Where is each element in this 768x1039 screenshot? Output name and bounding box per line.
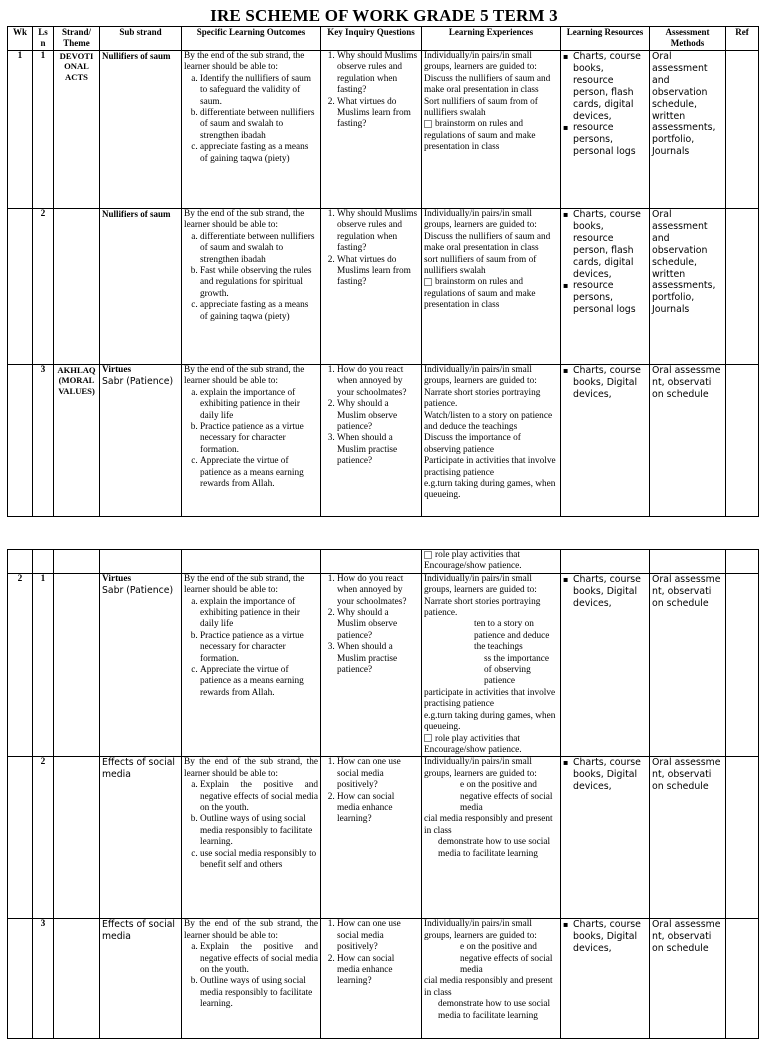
lesson-cell: 3 <box>33 365 54 517</box>
le-line: brainstorm on rules and regulations of saum and make presentation in class <box>424 277 536 311</box>
carry-over-row <box>8 550 759 574</box>
slo-intro: By the end of the sub strand, the learner should be able to: <box>184 757 318 779</box>
kiq-item: 1. Why should Muslims observe rules and regulation when fasting? <box>337 51 419 97</box>
slo-cell <box>182 51 321 209</box>
ref-cell <box>726 365 759 517</box>
slo-intro: By the end of the sub strand, the learner should be able to: <box>184 51 305 73</box>
lesson-cell: 3 <box>33 919 54 1039</box>
assessment-cell: Oral assessme nt, observati on schedule <box>650 919 726 1039</box>
resources-cell <box>561 51 650 209</box>
le-line: Individually/in pairs/in small groups, learners are guided to: <box>424 919 537 941</box>
sub-strand-topic: Sabr (Patience) <box>102 376 174 388</box>
slo-cell <box>182 919 321 1039</box>
kiq-item: 3. When should a Muslim practise patience? <box>337 433 419 467</box>
header-learning-experiences: Learning Experiences <box>422 27 561 51</box>
sub-strand-cell <box>100 573 182 757</box>
le-line: sort nullifiers of saum from of nullifiers swalah <box>424 254 537 277</box>
ref-cell <box>726 919 759 1039</box>
header-wk: Wk <box>8 27 33 51</box>
sub-strand-topic: Sabr (Patience) <box>102 585 174 597</box>
le-line: role play activities that Encourage/show patience. <box>424 733 522 755</box>
kiq-cell <box>321 757 422 919</box>
sub-strand-topic: Effects of social media <box>102 919 175 942</box>
checkbox-icon <box>424 734 432 742</box>
le-line: cial media responsibly and present in class <box>424 976 553 998</box>
slo-intro: By the end of the sub strand, the learner should be able to: <box>184 365 305 387</box>
kiq-item: 1. How do you react when annoyed by your schoolmates? <box>337 365 419 399</box>
table-row <box>8 573 759 757</box>
assessment-cell: Oral assessme nt, observati on schedule <box>650 757 726 919</box>
le-line: Individually/in pairs/in small groups, learners are guided to: <box>424 573 537 596</box>
sub-strand-cell <box>100 919 182 1039</box>
le-line: demonstrate how to use social media to facilitate learning <box>438 837 551 859</box>
assessment-cell: Oral assessment and observation schedule, written assessments, portfolio, Journals <box>650 209 726 365</box>
le-line: Individually/in pairs/in small groups, learners are guided to: <box>424 51 537 73</box>
le-line: Discuss the importance of observing patience <box>424 433 521 455</box>
resource-item: ▪ Charts, course books, Digital devices, <box>573 919 647 955</box>
kiq-cell <box>321 209 422 365</box>
slo-item: c. Appreciate the virtue of patience as a means earning rewards from Allah. <box>200 456 318 490</box>
le-line: Sort nullifiers of saum from of nullifiers swalah <box>424 96 538 119</box>
ref-cell <box>726 51 759 209</box>
sub-strand-title: Virtues <box>102 365 132 375</box>
kiq-cell <box>321 573 422 757</box>
le-line: Individually/in pairs/in small groups, learners are guided to: <box>424 757 537 779</box>
assessment-cell: Oral assessment and observation schedule, written assessments, portfolio, Journals <box>650 51 726 209</box>
kiq-cell <box>321 365 422 517</box>
assessment-cell: Oral assessme nt, observati on schedule <box>650 573 726 757</box>
learning-experiences-cell <box>422 919 561 1039</box>
resource-item: ▪ resource persons, personal logs <box>573 280 647 316</box>
week-cell <box>8 365 33 517</box>
slo-item: b. differentiate between nullifiers of saum and swalah to strengthen ibadah <box>200 108 318 142</box>
strand-cell: DEVOTI ONAL ACTS <box>54 51 100 209</box>
scheme-table-part-1 <box>7 26 759 517</box>
le-line: Watch/listen to a story on patience and deduce the teachings <box>424 410 553 433</box>
le-line: e.g.turn taking during games, when queueing. <box>424 710 556 733</box>
ref-cell <box>726 573 759 757</box>
week-cell <box>8 757 33 919</box>
kiq-cell <box>321 51 422 209</box>
slo-item: a. Explain the positive and negative effects of social media on the youth. <box>200 942 318 976</box>
resources-cell <box>561 757 650 919</box>
strand-cell: AKHLAQ (MORAL VALUES) <box>54 365 100 517</box>
kiq-item: 2. Why should a Muslim observe patience? <box>337 399 419 433</box>
slo-cell <box>182 573 321 757</box>
kiq-item: 3. When should a Muslim practise patience? <box>337 642 419 676</box>
le-line: e.g.turn taking during games, when queueing. <box>424 479 556 501</box>
slo-item: b. Practice patience as a virtue necessary for character formation. <box>200 422 318 456</box>
resource-item: ▪ Charts, course books, Digital devices, <box>573 757 647 793</box>
slo-cell <box>182 757 321 919</box>
le-line: participate in activities that involve practising patience <box>424 687 556 710</box>
le-line: Narrate short stories portraying patience. <box>424 596 541 619</box>
slo-item: c. use social media responsibly to benefit self and others <box>200 849 318 872</box>
ref-cell <box>726 209 759 365</box>
strand-cell <box>54 209 100 365</box>
week-cell <box>8 919 33 1039</box>
learning-experiences-cell <box>422 573 561 757</box>
lesson-cell: 1 <box>33 51 54 209</box>
table-row <box>8 209 759 365</box>
learning-experiences-cell <box>422 209 561 365</box>
slo-item: a. Explain the positive and negative effects of social media on the youth. <box>200 780 318 814</box>
header-strand: Strand/ Theme <box>54 27 100 51</box>
learning-experiences-cell <box>422 365 561 517</box>
slo-item: a. Identify the nullifiers of saum to safeguard the validity of saum. <box>200 74 318 108</box>
week-cell: 2 <box>8 573 33 757</box>
resource-item: ▪ Charts, course books, resource person, flash cards, digital devices, <box>573 51 647 122</box>
resource-item: ▪ Charts, course books, Digital devices, <box>573 574 647 610</box>
table-row <box>8 365 759 517</box>
table-row <box>8 757 759 919</box>
document-title: IRE SCHEME OF WORK GRADE 5 TERM 3 <box>210 6 558 25</box>
le-line: demonstrate how to use social media to facilitate learning <box>438 999 551 1021</box>
lesson-cell: 2 <box>33 757 54 919</box>
slo-intro: By the end of the sub strand, the learner should be able to: <box>184 209 305 231</box>
kiq-item: 2. How can social media enhance learning? <box>337 954 419 988</box>
header-kiq: Key Inquiry Questions <box>321 27 422 51</box>
slo-item: a. explain the importance of exhibiting patience in their daily life <box>200 388 318 422</box>
slo-item: a. explain the importance of exhibiting patience in their daily life <box>200 597 318 631</box>
kiq-item: 2. What virtues do Muslims learn from fasting? <box>337 97 419 131</box>
kiq-item: 1. Why should Muslims observe rules and regulation when fasting? <box>337 209 419 255</box>
le-line: Individually/in pairs/in small groups, learners are guided to: <box>424 209 537 231</box>
sub-strand-title: Virtues <box>102 573 132 584</box>
le-line: ten to a story on patience and deduce the teachings <box>474 619 550 653</box>
slo-item: c. Appreciate the virtue of patience as a means earning rewards from Allah. <box>200 665 318 699</box>
le-line: brainstorm on rules and regulations of saum and make presentation in class <box>424 119 536 153</box>
week-cell <box>8 209 33 365</box>
slo-item: b. Outline ways of using social media responsibly to facilitate learning. <box>200 976 318 1010</box>
table-row <box>8 919 759 1039</box>
checkbox-icon <box>424 278 432 286</box>
assessment-cell: Oral assessme nt, observati on schedule <box>650 365 726 517</box>
ref-cell <box>726 757 759 919</box>
resources-cell <box>561 209 650 365</box>
resource-item: ▪ resource persons, personal logs <box>573 122 647 158</box>
scheme-table-part-2 <box>7 549 759 1039</box>
le-line: role play activities that Encourage/show patience. <box>424 550 522 572</box>
kiq-item: 1. How do you react when annoyed by your schoolmates? <box>337 574 419 608</box>
header-lsn: Ls n <box>33 27 54 51</box>
resource-item: ▪ Charts, course books, Digital devices, <box>573 365 647 401</box>
header-ref: Ref <box>726 27 759 51</box>
slo-item: b. Fast while observing the rules and regulations for spiritual growth. <box>200 266 318 300</box>
header-row <box>8 27 759 51</box>
strand-cell <box>54 757 100 919</box>
resources-cell <box>561 573 650 757</box>
le-line: Narrate short stories portraying patience. <box>424 387 541 410</box>
kiq-item: 1. How can one use social media positively? <box>337 757 419 791</box>
sub-strand-cell <box>100 365 182 517</box>
le-line: e on the positive and negative effects of social media <box>460 942 553 975</box>
le-line: ss the importance of observing patience <box>484 653 550 687</box>
resources-cell <box>561 365 650 517</box>
header-assessment: Assessment Methods <box>650 27 726 51</box>
sub-strand-topic: Effects of social media <box>102 757 175 780</box>
strand-cell <box>54 573 100 757</box>
slo-intro: By the end of the sub strand, the learner should be able to: <box>184 919 318 941</box>
kiq-item: 2. What virtues do Muslims learn from fasting? <box>337 255 419 289</box>
week-cell: 1 <box>8 51 33 209</box>
lesson-cell: 1 <box>33 573 54 757</box>
slo-cell <box>182 209 321 365</box>
slo-cell <box>182 365 321 517</box>
header-resources: Learning Resources <box>561 27 650 51</box>
le-line: Discuss the nullifiers of saum and make oral presentation in class <box>424 73 551 96</box>
slo-item: b. Practice patience as a virtue necessary for character formation. <box>200 631 318 665</box>
slo-item: c. appreciate fasting as a means of gaining taqwa (piety) <box>200 142 318 165</box>
slo-intro: By the end of the sub strand, the learner should be able to: <box>184 573 305 596</box>
slo-item: a. differentiate between nullifiers of saum and swalah to strengthen ibadah <box>200 232 318 266</box>
le-line: Discuss the nullifiers of saum and make oral presentation in class <box>424 231 551 254</box>
learning-experiences-cell <box>422 757 561 919</box>
learning-experiences-cell <box>422 550 561 574</box>
sub-strand-cell <box>100 757 182 919</box>
header-sub-strand: Sub strand <box>100 27 182 51</box>
le-line: e on the positive and negative effects of social media <box>460 780 553 813</box>
slo-item: c. appreciate fasting as a means of gaining taqwa (piety) <box>200 300 318 323</box>
header-slo: Specific Learning Outcomes <box>182 27 321 51</box>
sub-strand-cell: Nullifiers of saum <box>100 209 182 365</box>
kiq-cell <box>321 919 422 1039</box>
le-line: cial media responsibly and present in class <box>424 814 553 836</box>
slo-item: b. Outline ways of using social media responsibly to facilitate learning. <box>200 814 318 848</box>
sub-strand-cell: Nullifiers of saum <box>100 51 182 209</box>
kiq-item: 1. How can one use social media positively? <box>337 919 419 953</box>
resources-cell <box>561 919 650 1039</box>
strand-cell <box>54 919 100 1039</box>
resource-item: ▪ Charts, course books, resource person, flash cards, digital devices, <box>573 209 647 280</box>
le-line: Participate in activities that involve practising patience <box>424 456 556 478</box>
lesson-cell: 2 <box>33 209 54 365</box>
learning-experiences-cell <box>422 51 561 209</box>
table-row <box>8 51 759 209</box>
checkbox-icon <box>424 551 432 559</box>
le-line: Individually/in pairs/in small groups, learners are guided to: <box>424 365 537 387</box>
kiq-item: 2. How can social media enhance learning? <box>337 792 419 826</box>
checkbox-icon <box>424 120 432 128</box>
kiq-item: 2. Why should a Muslim observe patience? <box>337 608 419 642</box>
